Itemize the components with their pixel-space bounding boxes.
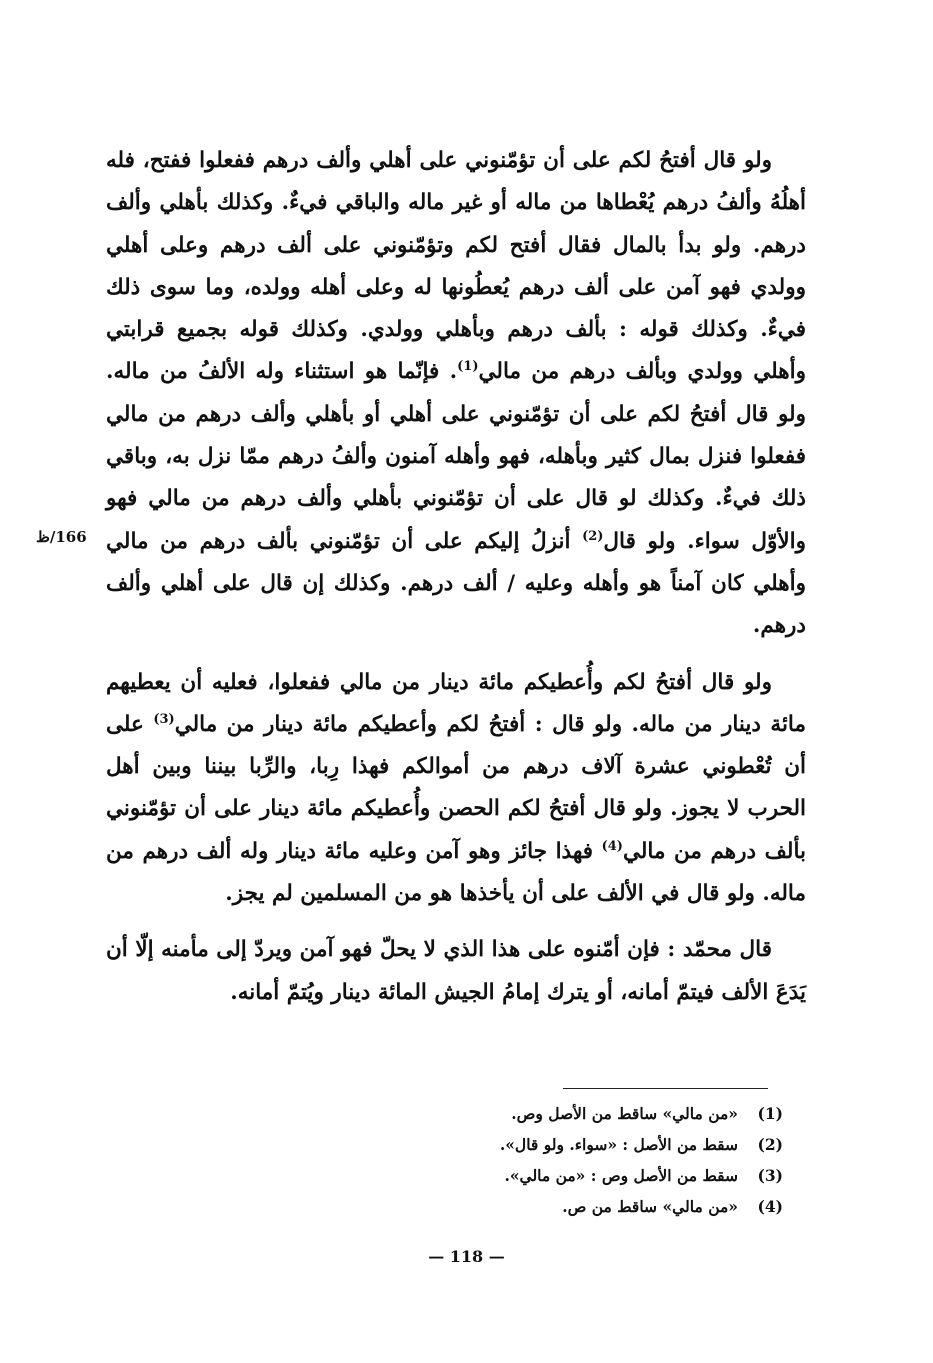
footnote-item [143, 1191, 783, 1222]
footnote-marker-3: (3) [153, 711, 175, 727]
text-run: ولو قال أفتحُ لكم على أن تؤمّنوني على أهلي وألف درهم ففعلوا ففتح، فله أهلُهُ وألفُ درهم يُعْطاها من ماله أو غير ماله والباقي فيءٌ. وكذلك بأهلي وألف درهم. ولو بدأ بالمال فقال أفتح لكم وتؤمّنوني على ألف درهم وعلى أهلي وولدي فهو آمن على ألف درهم يُعطُونها له وعلى أهله وولده، وما سوى ذلك فيءٌ. وكذلك قوله : بألف درهم وبأهلي وولدي. وكذلك قوله بجميع قرابتي وأهلي وولدي وبألف درهم من مالي [106, 148, 806, 385]
page-number: — 118 — [428, 1247, 505, 1266]
footnote-text: سقط من الأصل : «سواء. ولو قال». [499, 1135, 738, 1154]
text-run: قال محمّد : فإن أمّنوه على هذا الذي لا يحلّ فهو آمن ويردّ إلى مأمنه إلّا أن يَدَعَ الألف فيتمّ أمانه، أو يترك إمامُ الجيش المائة دينار ويُتمّ أمانه. [106, 937, 806, 1005]
text-run: أنزلُ إليكم على أن تؤمّنوني بألف درهم من مالي وأهلي كان آمناً هو وأهله وعليه / ألف درهم. وكذلك إن قال على أهلي وألف درهم. [106, 528, 806, 639]
text-run: ولو قال أفتحُ لكم وأُعطيكم مائة دينار من مالي ففعلوا، فعليه أن يعطيهم مائة دينار من ماله. ولو قال : أفتحُ لكم وأعطيكم مائة دينار من مالي [106, 669, 806, 737]
footnote-number: (4) [757, 1197, 783, 1216]
footnote-number: (3) [757, 1166, 783, 1185]
main-text [106, 140, 806, 1014]
footnote-item [143, 1160, 783, 1191]
text-run: فهذا جائز وهو آمن وعليه مائة دينار وله ألف درهم من ماله. ولو قال في الألف على أن يأخذها هو من المسلمين لم يجز. [106, 838, 806, 907]
footnote-separator [563, 1088, 768, 1089]
footnote-marker-2: (2) [582, 528, 604, 544]
margin-folio-reference: 166/ظ [36, 528, 87, 546]
footnote-text: «من مالي» ساقط من ص. [562, 1197, 738, 1216]
footnote-marker-4: (4) [601, 838, 623, 854]
footnote-text: سقط من الأصل وص : «من مالي». [504, 1166, 738, 1185]
footnotes [143, 1098, 783, 1222]
footnote-number: (2) [757, 1135, 783, 1154]
footnote-item [143, 1129, 783, 1160]
text-run: على أن تُعْطوني عشرة آلاف درهم من أموالكم فهذا رِبا، والرِّبا بيننا وبين أهل الحرب لا يجوز. ولو قال أفتحُ لكم الحصن وأُعطيكم مائة دينار على أن تؤمّنوني بألف درهم من مالي [106, 711, 806, 864]
footnote-number: (1) [757, 1104, 783, 1123]
footnote-item [143, 1098, 783, 1129]
paragraph-3 [106, 929, 806, 1014]
paragraph-1 [106, 140, 806, 648]
text-run: . فإنّما هو استثناء وله الألفُ من ماله. ولو قال أفتحُ لكم على أن تؤمّنوني على أهلي أو بأهلي وألف درهم من مالي ففعلوا فنزل بمال كثير وبأهله، فهو وأهله آمنون وألفُ درهم ممّا نزل به، وباقي ذلك فيءٌ. وكذلك لو قال على أن تؤمّنوني بأهلي وألف درهم من مالي فهو والأوّل سواء. ولو قال [106, 359, 806, 554]
paragraph-2 [106, 662, 806, 916]
footnote-marker-1: (1) [457, 359, 479, 375]
footnote-text: «من مالي» ساقط من الأصل وص. [511, 1104, 738, 1123]
